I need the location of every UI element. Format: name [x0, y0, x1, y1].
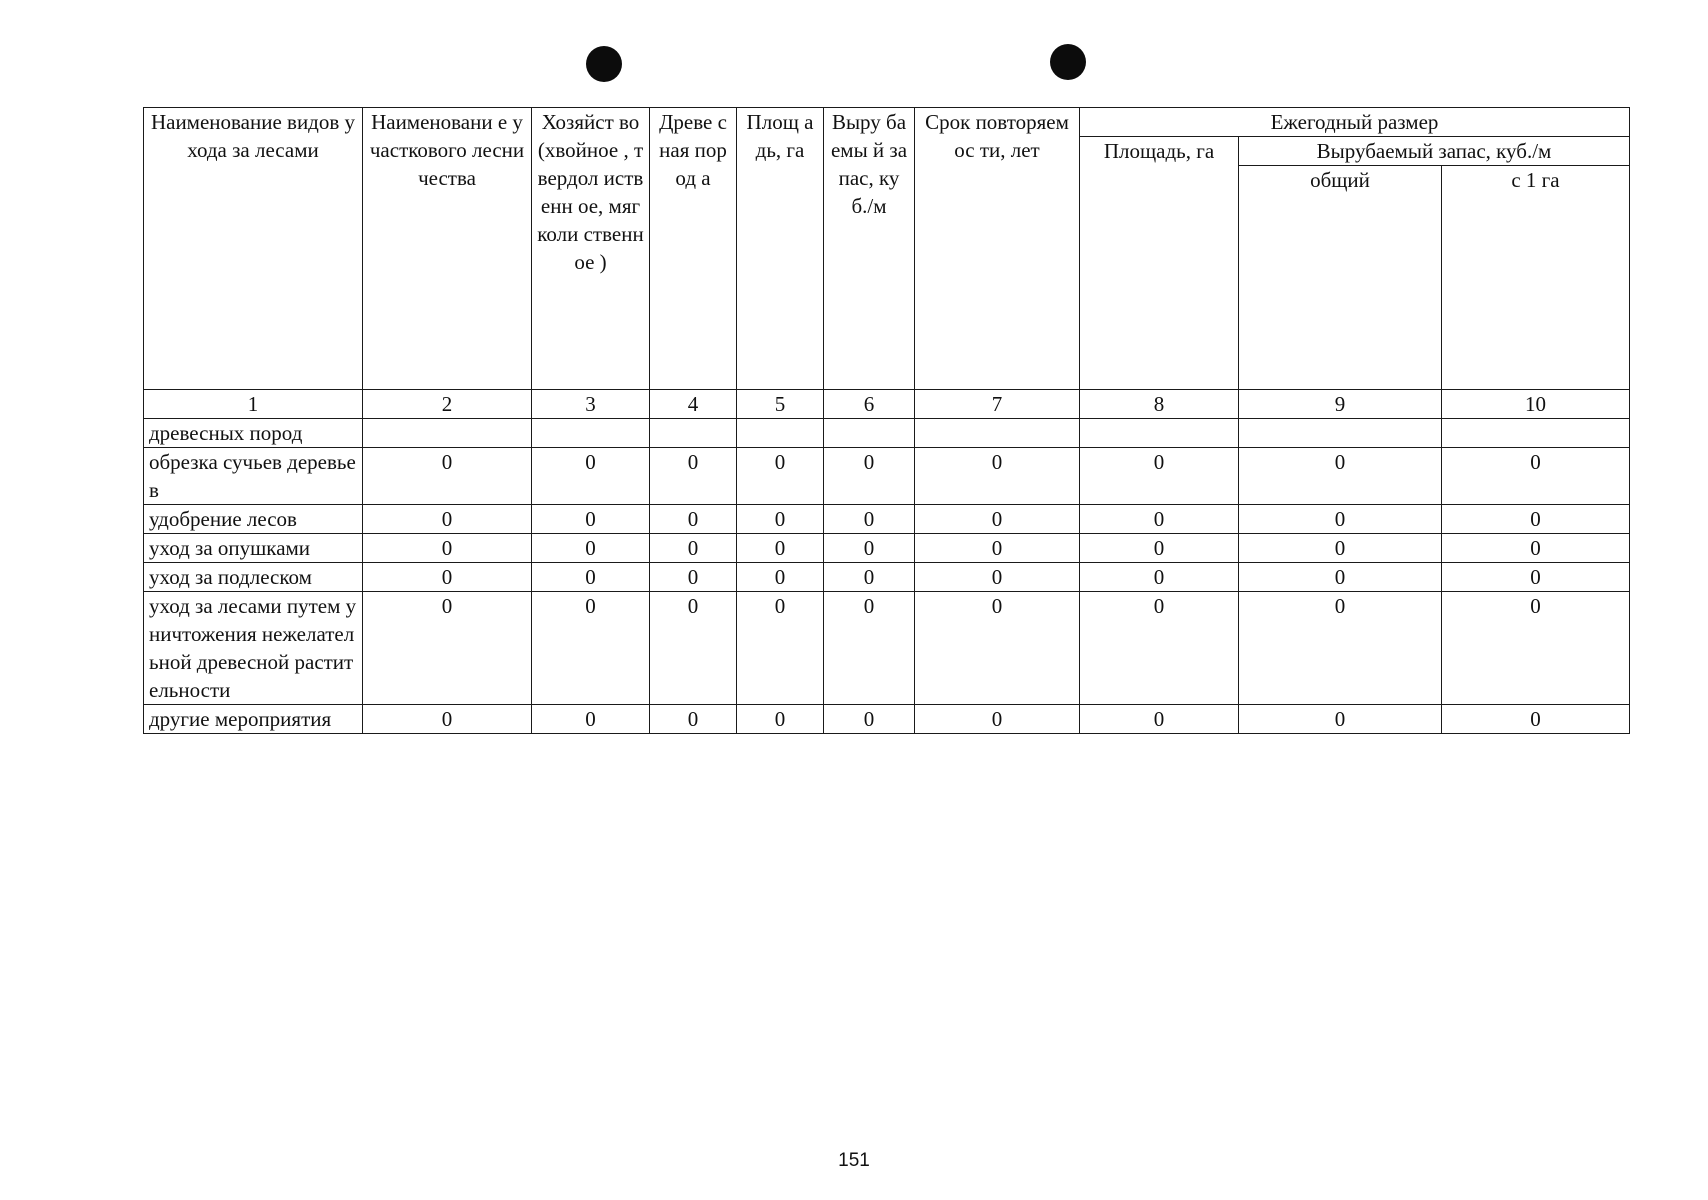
table-row	[144, 592, 1630, 705]
cell	[1080, 419, 1239, 448]
cell: 0	[650, 505, 737, 534]
cell: 0	[737, 505, 824, 534]
header-annual-size: Ежегодный размер	[1080, 108, 1630, 137]
header-economy: Хозяйст во (хвойное , твердол иственн ое, мягколи ственное )	[532, 108, 650, 390]
column-number: 6	[824, 390, 915, 419]
cell: 0	[824, 705, 915, 734]
cell: 0	[737, 592, 824, 705]
column-number: 3	[532, 390, 650, 419]
header-stock-total: общий	[1239, 166, 1442, 390]
cell: 0	[824, 505, 915, 534]
row-label: уход за опушками	[144, 534, 363, 563]
cell: 0	[737, 563, 824, 592]
cell: 0	[824, 448, 915, 505]
column-number-row	[144, 390, 1630, 419]
cell: 0	[532, 705, 650, 734]
page-number: 151	[838, 1150, 870, 1171]
header-district: Наименовани е участкового лесничества	[363, 108, 532, 390]
column-number: 4	[650, 390, 737, 419]
cell: 0	[532, 534, 650, 563]
cell: 0	[1239, 592, 1442, 705]
cell: 0	[1442, 448, 1630, 505]
table-row	[144, 419, 1630, 448]
cell: 0	[1239, 448, 1442, 505]
cell: 0	[650, 592, 737, 705]
cell: 0	[650, 705, 737, 734]
cell: 0	[1239, 534, 1442, 563]
cell: 0	[1442, 563, 1630, 592]
cell: 0	[1080, 563, 1239, 592]
column-number: 10	[1442, 390, 1630, 419]
cell: 0	[532, 505, 650, 534]
forest-care-table	[143, 107, 1630, 734]
cell: 0	[915, 705, 1080, 734]
cell: 0	[650, 563, 737, 592]
row-label: обрезка сучьев деревьев	[144, 448, 363, 505]
cell: 0	[363, 705, 532, 734]
cell: 0	[1080, 705, 1239, 734]
cell	[824, 419, 915, 448]
cell: 0	[915, 505, 1080, 534]
cell: 0	[915, 592, 1080, 705]
cell	[1442, 419, 1630, 448]
row-label: другие мероприятия	[144, 705, 363, 734]
column-number: 2	[363, 390, 532, 419]
table-row	[144, 705, 1630, 734]
cell: 0	[363, 448, 532, 505]
header-annual-stock: Вырубаемый запас, куб./м	[1239, 137, 1630, 166]
column-number: 8	[1080, 390, 1239, 419]
header-stock: Выру баемы й запас, куб./м	[824, 108, 915, 390]
cell: 0	[532, 448, 650, 505]
cell: 0	[1239, 505, 1442, 534]
cell: 0	[1442, 505, 1630, 534]
row-label: уход за подлеском	[144, 563, 363, 592]
cell: 0	[824, 534, 915, 563]
row-label: древесных пород	[144, 419, 363, 448]
cell: 0	[824, 592, 915, 705]
header-care-type: Наименование видов ухода за лесами	[144, 108, 363, 390]
cell: 0	[532, 592, 650, 705]
column-number: 9	[1239, 390, 1442, 419]
header-annual-area: Площадь, га	[1080, 137, 1239, 390]
cell: 0	[915, 448, 1080, 505]
table-row	[144, 505, 1630, 534]
cell: 0	[1080, 592, 1239, 705]
punch-hole-right	[1050, 44, 1086, 80]
punch-hole-left	[586, 46, 622, 82]
cell: 0	[532, 563, 650, 592]
cell: 0	[1442, 592, 1630, 705]
cell: 0	[650, 534, 737, 563]
cell	[1239, 419, 1442, 448]
table-row	[144, 563, 1630, 592]
cell	[532, 419, 650, 448]
cell: 0	[1239, 705, 1442, 734]
cell: 0	[363, 534, 532, 563]
cell: 0	[1239, 563, 1442, 592]
cell: 0	[363, 592, 532, 705]
header-species: Древе сная пород а	[650, 108, 737, 390]
cell	[737, 419, 824, 448]
header-stock-per-ha: с 1 га	[1442, 166, 1630, 390]
cell: 0	[915, 534, 1080, 563]
table-row	[144, 448, 1630, 505]
cell: 0	[650, 448, 737, 505]
header-repeat-period: Срок повторяемос ти, лет	[915, 108, 1080, 390]
cell: 0	[915, 563, 1080, 592]
cell: 0	[737, 448, 824, 505]
row-label: удобрение лесов	[144, 505, 363, 534]
column-number: 7	[915, 390, 1080, 419]
cell: 0	[1442, 534, 1630, 563]
cell: 0	[1080, 505, 1239, 534]
cell	[363, 419, 532, 448]
cell: 0	[363, 563, 532, 592]
cell	[915, 419, 1080, 448]
cell: 0	[824, 563, 915, 592]
cell	[650, 419, 737, 448]
cell: 0	[1080, 534, 1239, 563]
cell: 0	[1080, 448, 1239, 505]
column-number: 1	[144, 390, 363, 419]
row-label: уход за лесами путем уничтожения нежелательной древесной растительности	[144, 592, 363, 705]
header-area: Площ адь, га	[737, 108, 824, 390]
column-number: 5	[737, 390, 824, 419]
cell: 0	[737, 534, 824, 563]
cell: 0	[1442, 705, 1630, 734]
cell: 0	[363, 505, 532, 534]
table-row	[144, 534, 1630, 563]
cell: 0	[737, 705, 824, 734]
